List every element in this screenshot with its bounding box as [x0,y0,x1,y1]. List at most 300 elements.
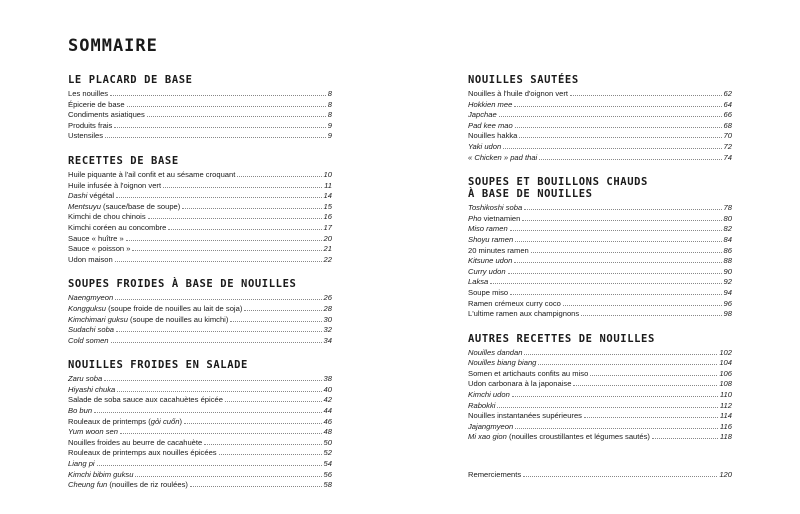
toc-entry-label-part: Shoyu ramen [468,234,514,244]
toc-entry-label-part: Produits frais [68,120,113,130]
dot-leader [204,444,321,445]
section-title: AUTRES RECETTES DE NOUILLES [468,332,655,345]
dot-leader [515,428,718,429]
toc-entry-label [68,304,242,315]
toc-entry-label-part: Nouilles à l'huile d'oignon vert [468,89,568,98]
dot-leader [573,385,717,386]
toc-entry-page-number: 8 [327,99,332,109]
dot-leader [120,433,322,434]
toc-entry-page-number: 98 [723,309,732,319]
toc-entry-label-part: Salade de soba sauce aux cacahuètes épicée [68,395,223,405]
toc-entry-page-number: 8 [327,89,332,98]
dot-leader [524,209,721,210]
toc-entry-label-part: (soupe froide de nouilles au lait de soja) [106,303,243,313]
toc-entry-page-number: 48 [323,427,332,437]
dot-leader [182,208,321,209]
toc-entry-label-part: Cheung fun [68,480,108,490]
toc-entry [68,459,332,470]
dot-leader [127,106,326,107]
toc-entry-label-part: Kimchimari guksu [68,314,128,324]
toc-entry-label-part: Bo bun [68,406,93,416]
toc-entry [68,89,332,100]
toc-entry-page-number: 70 [723,131,732,141]
toc-entry-label-part: gỏi cuốn [150,416,180,426]
toc-entry-label-part: Nouilles hakka [468,131,518,141]
toc-entry-label [68,255,113,266]
toc-entry-label [68,374,102,385]
toc-entry-page-number: 106 [719,368,732,378]
toc-entry-page-number: 32 [323,325,332,335]
dot-leader [581,315,721,316]
toc-entry-page-number: 15 [323,201,332,211]
dot-leader [225,401,322,402]
toc-entry-label [468,309,579,320]
toc-entry-label-part: Kimchi bibim guksu [68,469,134,479]
toc-entry-label [68,385,115,396]
toc-right-column [468,74,732,456]
toc-entry-label [468,422,513,433]
toc-entry-page-number: 22 [323,254,332,264]
toc-entry-page-number: 62 [723,89,732,98]
toc-left-column [68,74,332,504]
toc-entry-label-part: Pad kee mao [468,120,513,130]
toc-entry [468,246,732,257]
toc-entry-label-part: Udon carbonara à la japonaise [468,379,572,389]
toc-section-recettes-de-base [68,155,332,265]
toc-entry-page-number: 66 [723,110,732,120]
toc-entry-label-part: (soupe de nouilles au kimchi) [127,314,229,324]
toc-entry-label-part: Ustensiles [68,131,104,141]
toc-entry-label [68,170,235,181]
dot-leader [114,127,325,128]
toc-entry-page-number: 14 [323,191,332,201]
dot-leader [514,106,721,107]
toc-entry-label [68,89,108,100]
toc-entry [468,401,732,412]
toc-entry-label-part: Ramen crémeux curry coco [468,298,561,308]
dot-leader [570,95,722,96]
toc-section-soupes-froides-a-base-de-nouilles [68,278,332,346]
dot-leader [115,299,321,300]
dot-leader [497,407,717,408]
toc-entry [468,131,732,142]
toc-entry-page-number: 34 [323,335,332,345]
dot-leader [519,137,721,138]
dot-leader [237,176,321,177]
dot-leader [522,220,721,221]
toc-entry [468,422,732,433]
toc-entry [68,325,332,336]
dot-leader [97,465,322,466]
dot-leader [510,294,721,295]
toc-entry-label-part: (nouilles de riz roulées) [107,480,188,490]
toc-entry [68,255,332,266]
toc-entry [68,427,332,438]
toc-entry-label-part: Somen et artichauts confits au miso [468,368,589,378]
toc-entry-label-part: Soupe miso [468,287,509,297]
toc-entry-page-number: 104 [719,358,732,368]
dot-leader [503,148,721,149]
toc-entry-label-part: Remerciements [468,470,522,479]
toc-entry-label [468,89,568,100]
toc-entry-label [468,299,561,310]
toc-entry-label [468,100,512,111]
dot-leader [148,218,322,219]
toc-entry [68,336,332,347]
toc-entry [468,470,732,481]
dot-leader [117,391,321,392]
toc-entry [68,315,332,326]
toc-entry-page-number: 58 [323,480,332,490]
toc-entry-label-part: Kitsune udon [468,256,513,266]
toc-entry-label-part: Hokkien mee [468,99,513,109]
dot-leader [652,438,718,439]
dot-leader [116,197,322,198]
section-title: NOUILLES SAUTÉES [468,74,579,86]
toc-entry [68,100,332,111]
toc-entry-page-number: 20 [323,233,332,243]
toc-entry [68,304,332,315]
toc-section-soupes-et-bouillons-chauds-a-base-de-nouilles [468,176,732,320]
dot-leader [515,127,722,128]
toc-entry-page-number: 86 [723,245,732,255]
toc-entry-label [68,470,133,481]
toc-entry-label-part: (sauce/base de soupe) [100,201,181,211]
toc-entry [68,191,332,202]
toc-entry-label-part: Kimchi udon [468,390,510,400]
toc-entry-label [468,153,537,164]
dot-leader [508,273,722,274]
toc-entry-page-number: 96 [723,298,732,308]
toc-entry [68,480,332,491]
toc-entry-label [68,131,103,142]
toc-entry-label-part: Rouleaux de printemps aux nouilles épicées [68,448,217,458]
toc-entry-label [468,401,495,412]
section-title: SOUPES FROIDES À BASE DE NOUILLES [68,278,297,291]
toc-entry-page-number: 94 [723,287,732,297]
toc-entry-label [68,438,202,449]
toc-entry [68,374,332,385]
toc-entry [468,89,732,100]
toc-entry-label [468,110,497,121]
dot-leader [490,283,721,284]
toc-entry-label-part: 20 minutes ramen [468,245,529,255]
toc-entry-label [68,395,223,406]
toc-entry [468,411,732,422]
toc-entry [68,110,332,121]
toc-entry-page-number: 92 [723,277,732,287]
toc-entry-page-number: 118 [719,432,732,442]
toc-entry-page-number: 42 [323,395,332,405]
dot-leader [499,116,722,117]
toc-entry [468,379,732,390]
dot-leader [110,95,326,96]
dot-leader [244,310,321,311]
toc-entry [468,390,732,401]
toc-entry [68,395,332,406]
toc-entry-label [468,432,650,443]
toc-entry [68,438,332,449]
toc-entry-label-part: (nouilles croustillantes et légumes sautés) [506,432,650,442]
toc-entry-label-part: Kimchi coréen au concombre [68,222,167,232]
toc-entry-page-number: 56 [323,469,332,479]
dot-leader [163,187,322,188]
dot-leader [524,354,717,355]
dot-leader [190,486,322,487]
toc-entry-label-part: vietnamien [481,213,521,223]
toc-entry-page-number: 9 [327,120,332,130]
page-title: SOMMAIRE [68,36,158,56]
toc-entry-page-number: 52 [323,448,332,458]
toc-entry-label-part: Les nouilles [68,89,109,98]
toc-entry-label [468,224,508,235]
toc-entry-label-part: Cold somen [68,335,109,345]
toc-entry-label-part: Miso ramen [468,224,508,234]
toc-entry-label [468,235,513,246]
toc-entry-label [468,277,488,288]
dot-leader [115,261,322,262]
toc-entry-page-number: 8 [327,110,332,120]
toc-entry-label-part: Nouilles froides au beurre de cacahuète [68,437,203,447]
toc-entry-label [468,288,508,299]
toc-entry-label-part: végétal [87,191,115,201]
toc-entry-page-number: 82 [723,224,732,234]
toc-entry [468,121,732,132]
toc-entry-label [468,256,512,267]
toc-entry [468,235,732,246]
toc-entry-page-number: 78 [723,203,732,213]
toc-entry [68,223,332,234]
toc-section-nouilles-sautees [468,74,732,163]
toc-entry-page-number: 21 [323,244,332,254]
toc-entry [468,100,732,111]
toc-entry-page-number: 46 [323,416,332,426]
toc-entry-label [68,191,114,202]
toc-entry-label [68,202,180,213]
dot-leader [104,380,321,381]
toc-entry-label-part: Jajangmyeon [468,421,514,431]
toc-entry-label-part: Kongguksu [68,303,106,313]
dot-leader [230,321,321,322]
toc-entry [468,153,732,164]
toc-entry-label-part: Udon maison [68,254,113,264]
dot-leader [584,417,718,418]
toc-entry-label-part: « Chicken » pad thai [468,152,538,162]
toc-entry-label [68,448,217,459]
toc-entry-label [68,121,112,132]
dot-leader [510,230,722,231]
toc-entry [68,448,332,459]
toc-entry-label [468,369,588,380]
toc-entry-label [68,181,161,192]
toc-entry [68,385,332,396]
toc-entry-label [68,325,114,336]
section-title: RECETTES DE BASE [68,154,179,167]
toc-entry-label [68,293,113,304]
toc-entry [468,214,732,225]
toc-entry-label-part: Condiments asiatiques [68,110,145,120]
toc-entry-label [468,379,571,390]
toc-entry [68,202,332,213]
toc-entry-label [468,348,522,359]
toc-entry-label-part: Dashi [68,191,88,201]
dot-leader [135,476,321,477]
toc-entry-page-number: 116 [719,421,732,431]
toc-entry-page-number: 84 [723,234,732,244]
toc-entry-label [468,203,522,214]
toc-entry-label [68,336,109,347]
toc-entry-label-part: Sauce « huître » [68,233,124,243]
toc-entry-page-number: 17 [323,222,332,232]
acknowledgements-entry [468,470,732,481]
toc-entry-page-number: 110 [719,390,732,400]
toc-entry-label [468,358,536,369]
toc-entry-label [468,246,529,257]
toc-entry [468,224,732,235]
toc-entry-label-part: ) [179,416,182,426]
toc-entry-label [468,131,517,142]
toc-entry [68,234,332,245]
toc-entry-label-part: Pho [468,213,482,223]
toc-entry-page-number: 64 [723,99,732,109]
toc-entry-label-part: Naengmyeon [68,293,114,303]
toc-entry [68,406,332,417]
toc-entry-label [68,417,182,428]
toc-entry-label [68,234,124,245]
dot-leader [94,412,321,413]
toc-entry-page-number: 16 [323,212,332,222]
toc-entry [68,470,332,481]
toc-entry-label [68,427,118,438]
section-title: LE PLACARD DE BASE [68,74,193,86]
dot-leader [219,454,322,455]
toc-entry [68,131,332,142]
toc-entry [468,369,732,380]
toc-entry [68,121,332,132]
toc-entry [68,417,332,428]
toc-entry-label [468,267,506,278]
dot-leader [147,116,326,117]
toc-entry [468,277,732,288]
toc-entry-page-number: 80 [723,213,732,223]
toc-entry-label [68,100,125,111]
dot-leader [590,375,717,376]
toc-entry-label-part: Rabokki [468,400,496,410]
dot-leader [512,396,718,397]
toc-section-le-placard-de-base [68,74,332,142]
toc-entry-label-part: Mentsuyu [68,201,101,211]
toc-entry [68,181,332,192]
toc-entry-page-number: 68 [723,120,732,130]
toc-entry-label [468,470,521,481]
toc-entry [468,432,732,443]
toc-entry-label-part: Nouilles instantanées supérieures [468,411,582,421]
toc-entry-page-number: 38 [323,374,332,384]
toc-entry-label-part: Rouleaux de printemps ( [68,416,151,426]
toc-entry-label-part: Toshikoshi soba [468,203,523,213]
toc-entry-label-part: Yum woon sen [68,427,118,437]
section-title: SOUPES ET BOUILLONS CHAUDS À BASE DE NOUILLES [468,176,648,201]
toc-entry [468,267,732,278]
toc-entry-label-part: Sudachi soba [68,325,115,335]
toc-entry-label-part: Curry udon [468,266,506,276]
toc-entry-label-part: Nouilles dandan [468,347,523,357]
toc-entry [68,293,332,304]
toc-entry-label [68,244,130,255]
toc-entry-label [68,459,95,470]
toc-entry-label-part: Laksa [468,277,489,287]
toc-entry [468,299,732,310]
section-title: NOUILLES FROIDES EN SALADE [68,359,248,372]
toc-entry-label-part: Yaki udon [468,141,502,151]
toc-entry [468,288,732,299]
toc-entry [468,309,732,320]
toc-section-autres-recettes-de-nouilles [468,333,732,443]
toc-entry-label [468,390,510,401]
toc-entry-page-number: 112 [719,400,732,410]
toc-entry [468,110,732,121]
toc-entry [468,348,732,359]
toc-entry-label-part: Huile piquante à l'ail confit et au sésame croquant [68,169,236,179]
toc-entry-page-number: 114 [719,411,732,421]
toc-entry [468,358,732,369]
toc-entry-label [68,223,166,234]
toc-entry-page-number: 72 [723,141,732,151]
toc-entry-page-number: 120 [719,470,732,479]
toc-entry-page-number: 26 [323,293,332,303]
toc-entry-page-number: 88 [723,256,732,266]
toc-entry [468,142,732,153]
dot-leader [126,240,322,241]
toc-entry-label-part: Nouilles biang biang [468,358,537,368]
toc-entry-page-number: 50 [323,437,332,447]
toc-entry-label-part: Épicerie de base [68,99,125,109]
dot-leader [514,262,721,263]
toc-entry-page-number: 44 [323,406,332,416]
dot-leader [515,241,721,242]
toc-entry-page-number: 40 [323,384,332,394]
toc-entry-label-part: Kimchi de chou chinois [68,212,146,222]
toc-entry-page-number: 54 [323,459,332,469]
dot-leader [116,331,322,332]
toc-entry-label [68,212,146,223]
toc-entry-page-number: 30 [323,314,332,324]
toc-entry [468,256,732,267]
dot-leader [539,159,721,160]
dot-leader [531,252,722,253]
toc-entry-label-part: Liang pi [68,459,95,469]
dot-leader [563,305,722,306]
toc-entry-label-part: Mi xao gion [468,432,507,442]
toc-entry-label [68,406,92,417]
dot-leader [111,342,322,343]
toc-entry-page-number: 74 [723,152,732,162]
toc-entry-label [468,411,582,422]
toc-entry-page-number: 102 [719,347,732,357]
toc-entry-page-number: 108 [719,379,732,389]
toc-entry-label [68,110,145,121]
toc-entry-label-part: Huile infusée à l'oignon vert [68,180,162,190]
toc-entry-page-number: 11 [324,180,332,190]
dot-leader [523,476,717,477]
toc-entry-label-part: Zaru soba [68,374,103,384]
dot-leader [184,423,322,424]
toc-entry [68,170,332,181]
dot-leader [168,229,321,230]
toc-entry-label [68,480,188,491]
toc-entry-label-part: Hiyashi chuka [68,384,116,394]
toc-entry-label-part: Japchae [468,110,497,120]
